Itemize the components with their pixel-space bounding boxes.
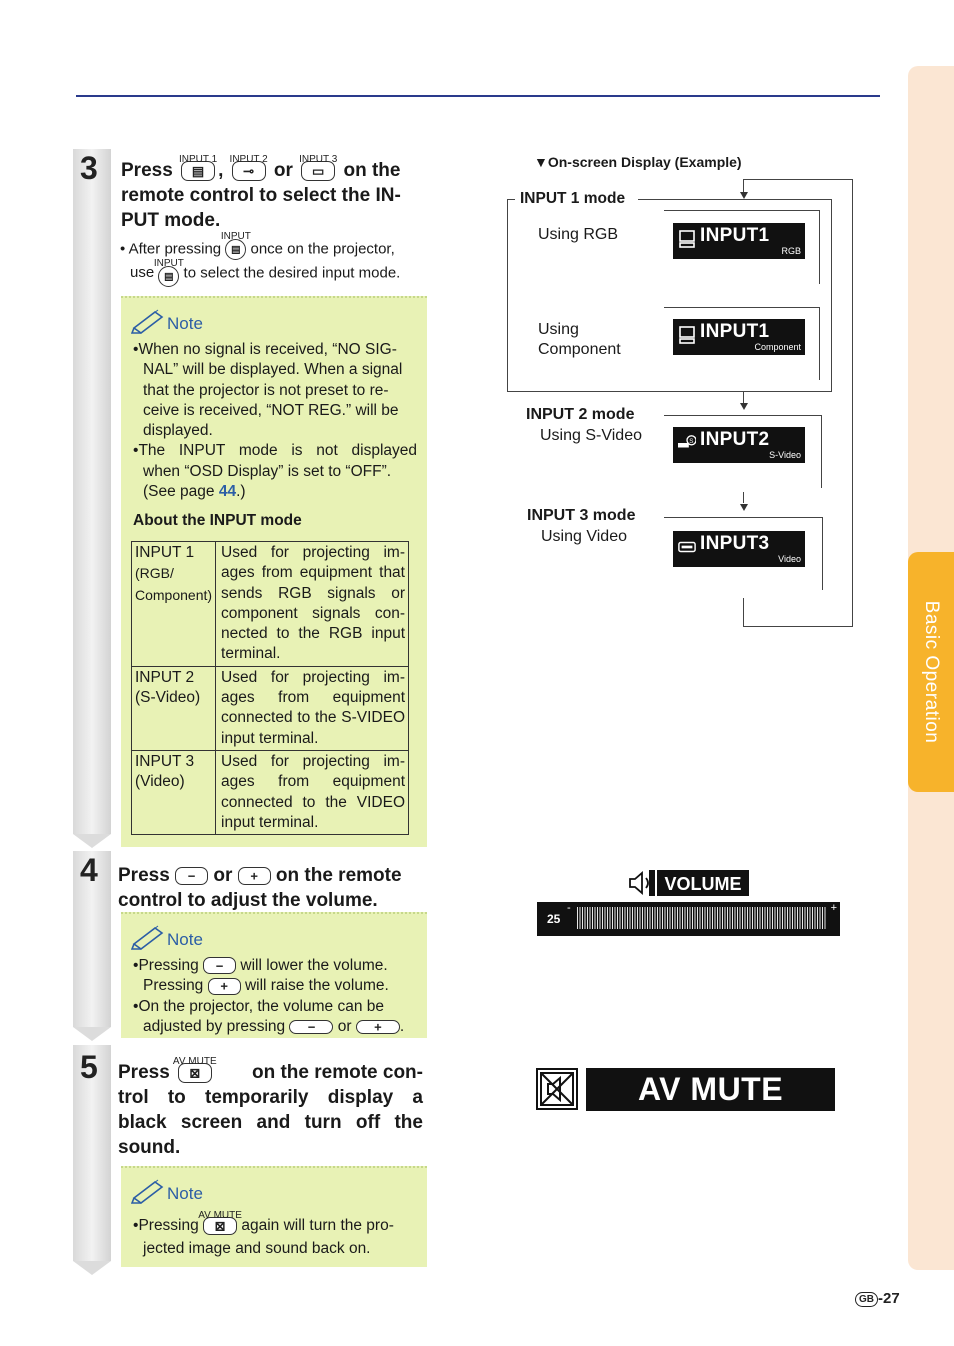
table-cell-mode <box>132 542 216 667</box>
heading-text: Press <box>118 865 170 886</box>
note-text: jected image and sound back on. <box>143 1240 371 1257</box>
video-icon: ▭ <box>312 163 325 179</box>
label-text: Using <box>538 321 579 338</box>
projector-minus-button <box>289 1020 333 1034</box>
table-row <box>132 750 409 834</box>
plus-icon: + <box>374 1019 382 1035</box>
bullet-text: use <box>130 264 155 282</box>
minus-icon: − <box>215 958 224 974</box>
volume-up-button <box>238 867 271 885</box>
heading-text: on the remote <box>275 865 402 886</box>
volume-value: 25 <box>547 912 561 926</box>
mode-name: INPUT 3 <box>135 752 195 770</box>
note-line: ceive is received, “NOT REG.” will be <box>143 401 399 419</box>
page-44-link[interactable]: 44 <box>218 483 237 501</box>
table-cell-desc: Used for projecting im-ages from equipment connected to the S-VIDEO input terminal. <box>216 666 409 750</box>
connector <box>743 626 853 627</box>
osd-sub-text: Video <box>778 554 801 564</box>
step-4-heading <box>118 863 428 913</box>
volume-down-button <box>175 867 208 885</box>
osd-sub-text: S-Video <box>769 450 801 460</box>
heading-text: trol to temporarily display a <box>118 1087 423 1108</box>
input-mode-table <box>131 541 409 835</box>
mode-sub: (Video) <box>135 773 185 791</box>
connector <box>852 179 853 627</box>
bullet-text: After pressing <box>128 240 222 258</box>
step-5-heading <box>118 1055 423 1160</box>
heading-text: control to adjust the volume. <box>118 890 378 911</box>
osd-main-text: INPUT3 <box>700 533 770 554</box>
step-4-number: 4 <box>80 852 98 888</box>
note-bullets: •Pressing AV MUTE ⊠ again will turn the pro- jected image and sound back on. <box>133 1214 423 1260</box>
input1-button <box>178 153 218 181</box>
osd-title-text: On-screen Display (Example) <box>547 154 742 170</box>
note-label: Note <box>167 930 203 949</box>
note-line: When no signal is received, “NO SIG- <box>138 341 397 358</box>
input2-caption: INPUT 2 <box>229 153 268 165</box>
bullet-text: once on the projector, <box>250 240 395 258</box>
osd-main-text: INPUT1 <box>700 321 770 342</box>
minus-icon: − <box>187 868 196 884</box>
page-number <box>855 1290 900 1307</box>
connector <box>743 492 744 503</box>
volume-minus: - <box>567 902 571 914</box>
page-number-text: -27 <box>878 1290 900 1307</box>
input3-button <box>299 153 338 181</box>
table-row <box>132 666 409 750</box>
mode-name: INPUT 1 <box>135 544 195 561</box>
osd-input1-rgb <box>673 223 805 259</box>
av-mute-icon: ⊠ <box>189 1065 201 1080</box>
monitor-icon: ▤ <box>191 163 205 179</box>
note-line: when “OSD Display” is set to “OFF”. <box>143 462 392 480</box>
note-bullet-1: •When no signal is received, “NO SIG- NAL” will be displayed. When a signal that the projector is not preset to re- ceive is received, “NOT REG.” will be displayed. •The INPUT mode is not displayed when “OSD Display” is set to “OFF”. (See page 44.) <box>133 341 417 501</box>
note-text: adjusted by pressing <box>143 1017 286 1035</box>
osd-input3 <box>673 531 805 567</box>
note-line: that the projector is not preset to re- <box>143 381 389 399</box>
note-text: Pressing <box>138 957 199 974</box>
arrow-down-icon <box>740 192 748 199</box>
mode-sub: (S-Video) <box>135 689 201 707</box>
side-tab-label: Basic Operation <box>921 600 942 744</box>
av-mute-glyph-icon <box>538 1070 576 1108</box>
av-mute-icon: ⊠ <box>214 1218 226 1234</box>
projector-plus-button <box>356 1020 400 1034</box>
note-text: or <box>337 1017 352 1035</box>
about-input-mode-heading: About the INPUT mode <box>133 512 302 529</box>
gb-badge: GB <box>855 1292 878 1307</box>
connector <box>507 199 515 200</box>
table-cell-desc: Used for projecting im-ages from equipment that sends RGB signals or component signals con-nected to the RGB input terminal. <box>216 542 409 667</box>
heading-text: black screen and turn off the <box>118 1112 423 1133</box>
input1-caption: INPUT 1 <box>178 153 218 165</box>
pencil-icon <box>131 1178 165 1204</box>
note-line: NAL” will be displayed. When a signal <box>143 361 403 379</box>
projector-input-caption: INPUT <box>153 258 184 269</box>
using-video-label: Using Video <box>541 528 627 545</box>
volume-label: VOLUME <box>657 870 749 896</box>
step-3-heading <box>121 153 426 233</box>
note-text: will lower the volume. <box>240 957 388 974</box>
heading-or: or <box>213 865 233 886</box>
av-mute-button <box>198 1209 242 1235</box>
volume-bar <box>537 902 840 936</box>
connector <box>743 179 853 180</box>
plus-icon: + <box>250 868 258 884</box>
pencil-icon <box>131 924 165 950</box>
pencil-icon <box>131 308 165 334</box>
input3-caption: INPUT 3 <box>299 153 338 165</box>
speaker-icon <box>627 870 655 896</box>
table-cell-mode <box>132 666 216 750</box>
note-label: Note <box>167 314 203 333</box>
note-text: Pressing <box>143 977 204 995</box>
osd-input1-component <box>673 319 805 355</box>
projector-input-caption: INPUT <box>220 231 251 242</box>
note-line: .) <box>236 483 246 501</box>
svg-text:S: S <box>689 438 694 445</box>
connector <box>743 598 744 627</box>
step-3-bar <box>73 149 111 834</box>
monitor-icon: ▤ <box>164 271 174 282</box>
step-4-note <box>121 912 427 1038</box>
osd-input2 <box>673 427 805 463</box>
heading-comma: , <box>218 160 224 181</box>
note-line: (See page <box>143 483 219 501</box>
mode-sub: Component) <box>135 586 213 603</box>
mode-sub: (RGB/ <box>135 565 174 582</box>
arrow-down-icon <box>740 403 748 410</box>
label-text: Component <box>538 341 621 358</box>
table-cell-desc: Used for projecting im-ages from equipment connected to the VIDEO input terminal. <box>216 750 409 834</box>
projector-input-button <box>220 231 251 260</box>
step-5-number: 5 <box>80 1049 98 1085</box>
osd-sub-text: RGB <box>781 246 801 256</box>
note-text: again will turn the pro- <box>241 1217 394 1234</box>
input2-button <box>229 153 268 181</box>
using-rgb-label: Using RGB <box>538 226 619 243</box>
plus-button <box>208 978 241 995</box>
av-mute-display: AV MUTE <box>586 1068 835 1111</box>
monitor-icon: ▤ <box>231 244 241 255</box>
volume-ticks <box>577 907 827 929</box>
monitor-icon <box>678 325 696 345</box>
note-text: . <box>399 1017 405 1035</box>
connector <box>743 179 744 193</box>
video-icon <box>678 537 696 557</box>
arrow-down-icon <box>740 504 748 511</box>
heading-text: on the <box>343 160 401 181</box>
osd-title: ▼On-screen Display (Example) <box>534 154 742 170</box>
minus-button <box>203 957 236 974</box>
osd-main-text: INPUT1 <box>700 225 770 246</box>
av-mute-button <box>172 1055 217 1083</box>
note-label: Note <box>167 1184 203 1203</box>
heading-text: Press <box>118 1062 170 1083</box>
note-line: displayed. <box>143 422 213 440</box>
av-mute-caption: AV MUTE <box>198 1209 242 1221</box>
minus-icon: − <box>307 1019 316 1035</box>
input2-mode-label: INPUT 2 mode <box>526 406 635 423</box>
av-mute-icon <box>536 1068 578 1110</box>
note-bullets: •Pressing − will lower the volume. Pressing + will raise the volume. •On the projector, the volume can be adjusted by pressing − or + . <box>133 957 405 1035</box>
heading-text: on the remote con- <box>251 1062 423 1083</box>
connector <box>638 199 832 200</box>
note-text: will raise the volume. <box>244 977 389 995</box>
svideo-icon <box>678 433 696 453</box>
heading-text: PUT mode. <box>121 210 221 231</box>
monitor-icon <box>678 229 696 249</box>
av-mute-caption: AV MUTE <box>172 1055 217 1067</box>
step-5-note <box>121 1166 427 1267</box>
note-line: The INPUT mode is not displayed <box>138 442 417 460</box>
heading-text: remote control to select the IN- <box>121 185 401 206</box>
table-cell-mode <box>132 750 216 834</box>
osd-main-text: INPUT2 <box>700 429 770 450</box>
svideo-icon: ⊸ <box>243 163 255 179</box>
mode-name: INPUT 2 <box>135 668 195 686</box>
input1-mode-label: INPUT 1 mode <box>520 190 626 207</box>
volume-plus: + <box>830 902 837 914</box>
note-text: Pressing <box>138 1217 199 1234</box>
using-component-label <box>538 320 621 360</box>
projector-input-button-2 <box>153 258 184 287</box>
table-row <box>132 542 409 667</box>
using-svideo-label: Using S-Video <box>540 427 642 444</box>
step-3-number: 3 <box>80 150 98 186</box>
heading-text: Press <box>121 160 173 181</box>
input3-mode-label: INPUT 3 mode <box>527 507 636 524</box>
osd-sub-text: Component <box>754 342 801 352</box>
heading-text: sound. <box>118 1137 181 1158</box>
step-3-bullet: • After pressing INPUT ▤ once on the projector, use INPUT ▤ to select the desired input mode. <box>120 239 425 287</box>
heading-or: or <box>273 160 293 181</box>
header-rule <box>76 95 880 97</box>
note-text: On the projector, the volume can be <box>138 997 385 1015</box>
bullet-text: to select the desired input mode. <box>183 264 401 282</box>
plus-icon: + <box>220 978 228 994</box>
